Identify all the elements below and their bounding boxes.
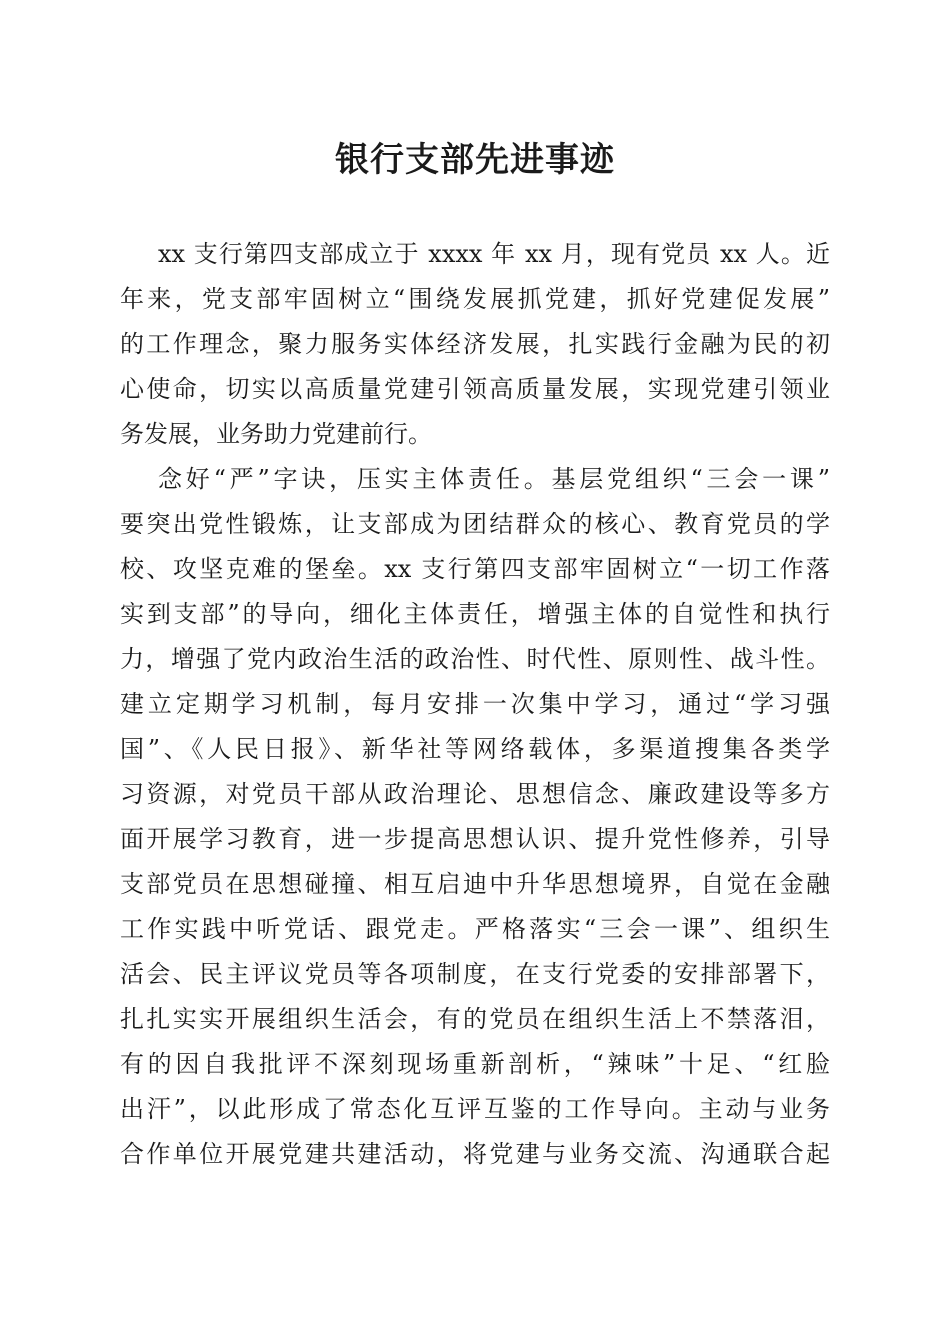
- text-line: 务发展，业务助力党建前行。: [120, 420, 432, 448]
- text-line: 习资源，对党员干部从政治理论、思想信念、廉政建设等多方: [120, 780, 830, 808]
- text-line: 的工作理念，聚力服务实体经济发展，扎实践行金融为民的初: [120, 330, 830, 358]
- text-line: 力，增强了党内政治生活的政治性、时代性、原则性、战斗性。: [120, 645, 830, 673]
- text-line: 校、攻坚克难的堡垒。xx 支行第四支部牢固树立“一切工作落: [120, 555, 830, 583]
- text-line: 出汗”，以此形成了常态化互评互鉴的工作导向。主动与业务: [120, 1095, 830, 1123]
- text-line: 合作单位开展党建共建活动，将党建与业务交流、沟通联合起: [120, 1140, 830, 1168]
- text-line: 要突出党性锻炼，让支部成为团结群众的核心、教育党员的学: [120, 510, 830, 538]
- text-line: 念好“严”字诀，压实主体责任。基层党组织“三会一课”: [158, 465, 830, 493]
- text-line: 年来，党支部牢固树立“围绕发展抓党建，抓好党建促发展”: [120, 285, 830, 313]
- document-title: 银行支部先进事迹: [335, 140, 615, 180]
- text-line: 面开展学习教育，进一步提高思想认识、提升党性修养，引导: [120, 825, 830, 853]
- text-line: 建立定期学习机制，每月安排一次集中学习，通过“学习强: [120, 690, 830, 718]
- text-line: 实到支部”的导向，细化主体责任，增强主体的自觉性和执行: [120, 600, 830, 628]
- document-body: [120, 232, 830, 1177]
- text-line: 支部党员在思想碰撞、相互启迪中升华思想境界，自觉在金融: [120, 870, 830, 898]
- text-line: 有的因自我批评不深刻现场重新剖析，“辣味”十足、“红脸: [120, 1050, 830, 1078]
- text-line: xx 支行第四支部成立于 xxxx 年 xx 月，现有党员 xx 人。近: [158, 240, 830, 268]
- text-line: 活会、民主评议党员等各项制度，在支行党委的安排部署下，: [120, 960, 830, 988]
- text-line: 工作实践中听党话、跟党走。严格落实“三会一课”、组织生: [120, 915, 830, 943]
- text-line: 扎扎实实开展组织生活会，有的党员在组织生活上不禁落泪，: [120, 1005, 830, 1033]
- text-line: 心使命，切实以高质量党建引领高质量发展，实现党建引领业: [120, 375, 830, 403]
- text-line: 国”、《人民日报》、新华社等网络载体，多渠道搜集各类学: [120, 735, 830, 763]
